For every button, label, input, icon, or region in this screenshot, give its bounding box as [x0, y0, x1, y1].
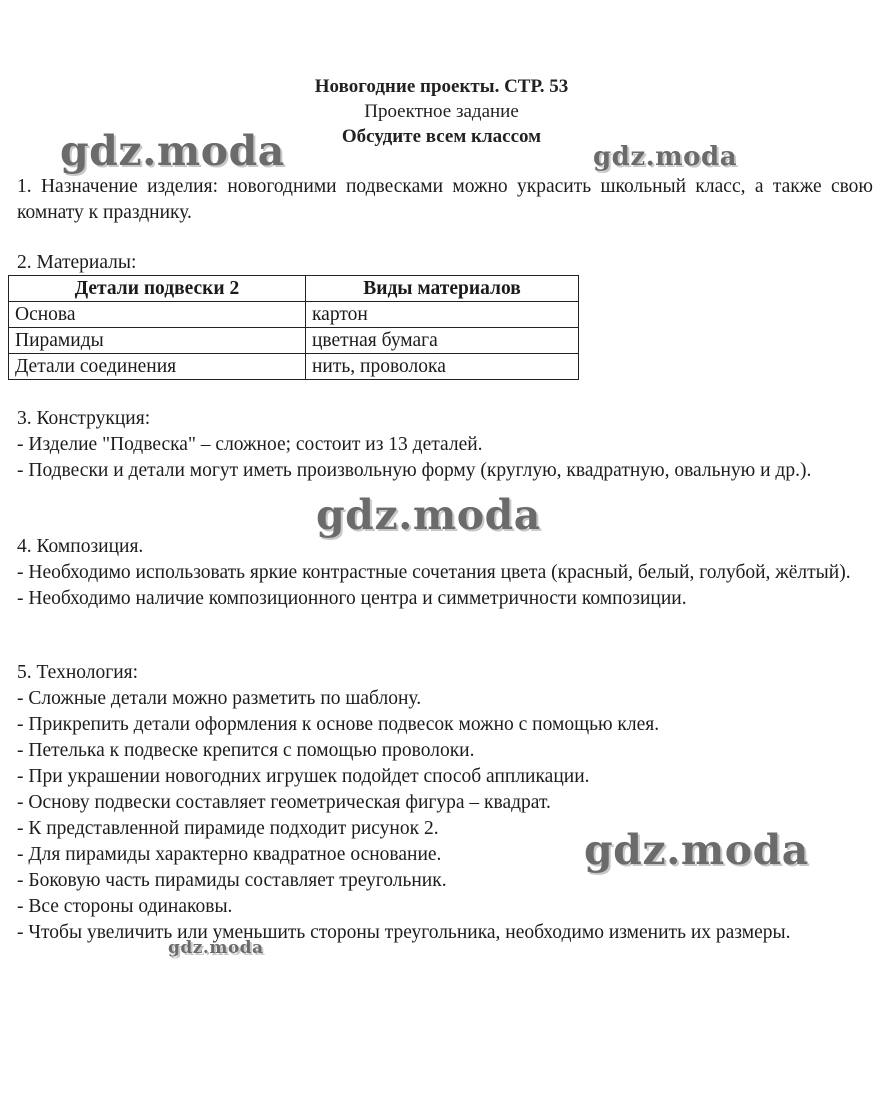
table-cell: нить, проволока	[306, 354, 579, 380]
section-materials-heading: 2. Материалы:	[17, 252, 137, 273]
section-construction	[17, 406, 873, 484]
list-item: - Для пирамиды характерно квадратное основание.	[17, 844, 442, 865]
watermark: gdz.moda	[60, 127, 285, 175]
list-item: - Необходимо использовать яркие контрастные сочетания цвета (красный, белый, голубой, жёлтый).	[17, 562, 851, 583]
watermark: gdz.moda	[584, 826, 809, 874]
list-item: - Прикрепить детали оформления к основе подвесок можно с помощью клея.	[17, 714, 660, 735]
materials-table	[8, 275, 579, 380]
watermark: gdz.moda	[593, 142, 738, 172]
list-item: - Чтобы увеличить или уменьшить стороны треугольника, необходимо изменить их размеры.	[17, 922, 791, 943]
page-title: Новогодние проекты. СТР. 53	[314, 76, 569, 97]
list-item: - При украшении новогодних игрушек подойдет способ аппликации.	[17, 766, 590, 787]
table-cell: цветная бумага	[306, 328, 579, 354]
list-item: - Петелька к подвеске крепится с помощью проволоки.	[17, 740, 475, 761]
table-cell: картон	[306, 302, 579, 328]
section-heading: 5. Технология:	[17, 662, 139, 683]
list-item: - К представленной пирамиде подходит рисунок 2.	[17, 818, 439, 839]
table-row	[9, 328, 579, 354]
table-row	[9, 354, 579, 380]
section-heading: 3. Конструкция:	[17, 408, 151, 429]
table-cell: Пирамиды	[9, 328, 306, 354]
list-item: - Изделие "Подвеска" – сложное; состоит из 13 деталей.	[17, 434, 483, 455]
list-item: - Основу подвески составляет геометрическая фигура – квадрат.	[17, 792, 551, 813]
section-technology	[17, 660, 873, 946]
section-heading: 4. Композиция.	[17, 536, 144, 557]
table-row	[9, 302, 579, 328]
page-subtitle: Проектное задание	[364, 101, 519, 122]
list-item: - Необходимо наличие композиционного центра и симметричности композиции.	[17, 588, 687, 609]
section-purpose: 1. Назначение изделия: новогодними подвесками можно украсить школьный класс, а также свою комнату к празднику.	[17, 176, 873, 223]
table-cell: Основа	[9, 302, 306, 328]
table-cell: Детали соединения	[9, 354, 306, 380]
list-item: - Сложные детали можно разметить по шаблону.	[17, 688, 422, 709]
list-item: - Все стороны одинаковы.	[17, 896, 233, 917]
section-composition	[17, 534, 873, 612]
column-header: Детали подвески 2	[9, 276, 306, 302]
watermark: gdz.moda	[316, 491, 541, 539]
table-header-row	[9, 276, 579, 302]
watermark: gdz.moda	[168, 938, 264, 958]
list-item: - Боковую часть пирамиды составляет треугольник.	[17, 870, 447, 891]
page-discussion-note: Обсудите всем классом	[341, 126, 542, 147]
list-item: - Подвески и детали могут иметь произвольную форму (круглую, квадратную, овальную и др.).	[17, 460, 812, 481]
column-header: Виды материалов	[306, 276, 579, 302]
